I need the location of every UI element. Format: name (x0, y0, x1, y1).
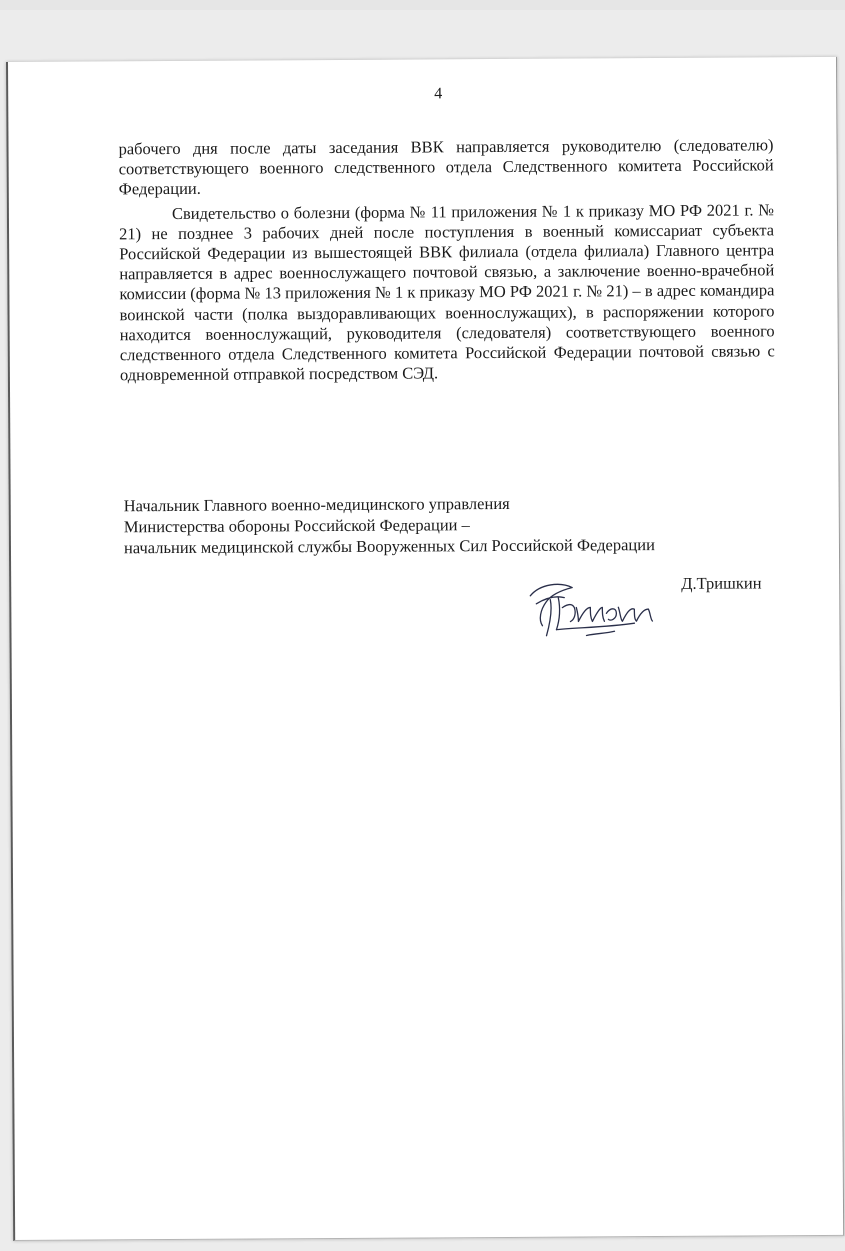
page-number: 4 (434, 85, 443, 103)
signatory-title-line: начальник медицинской службы Вооруженных Сил Российской Федерации (123, 535, 655, 558)
handwritten-signature-icon (516, 573, 666, 644)
document-body (118, 135, 774, 385)
signatory-title-line: Начальник Главного военно-медицинского управления (123, 493, 510, 516)
signatory-title (124, 491, 774, 558)
signatory-title-line: Министерства обороны Российской Федерации – (123, 515, 470, 537)
paragraph-illness-certificate: Свидетельство о болезни (форма № 11 приложения № 1 к приказу МО РФ 2021 г. № 21) не позднее 3 рабочих дней после поступления в военный комиссариат субъекта Российской Федерации из вышестоящей ВВК филиала (отдела филиала) Главного центра направляется в адрес военнослужащего почтовой связью, а заключение военно-врачебной комиссии (форма № 13 приложения № 1 к приказу МО РФ 2021 г. № 21) – в адрес командира воинской части (полка выздоравливающих военнослужащих), в распоряжении которого находится военнослужащий, руководителя (следователя) соответствующего военного следственного отдела Следственного комитета Российской Федерации почтовой связью с одновременной отправкой посредством СЭД. (118, 199, 775, 385)
paragraph-continuation: рабочего дня после даты заседания ВВК направляется руководителю (следователю) соответствующего военного следственного отдела Следственного комитета Российской Федерации. (118, 135, 774, 199)
viewer-top-band (0, 0, 845, 10)
signer-name: Д.Тришкин (681, 573, 762, 593)
scanned-page (6, 57, 844, 1241)
